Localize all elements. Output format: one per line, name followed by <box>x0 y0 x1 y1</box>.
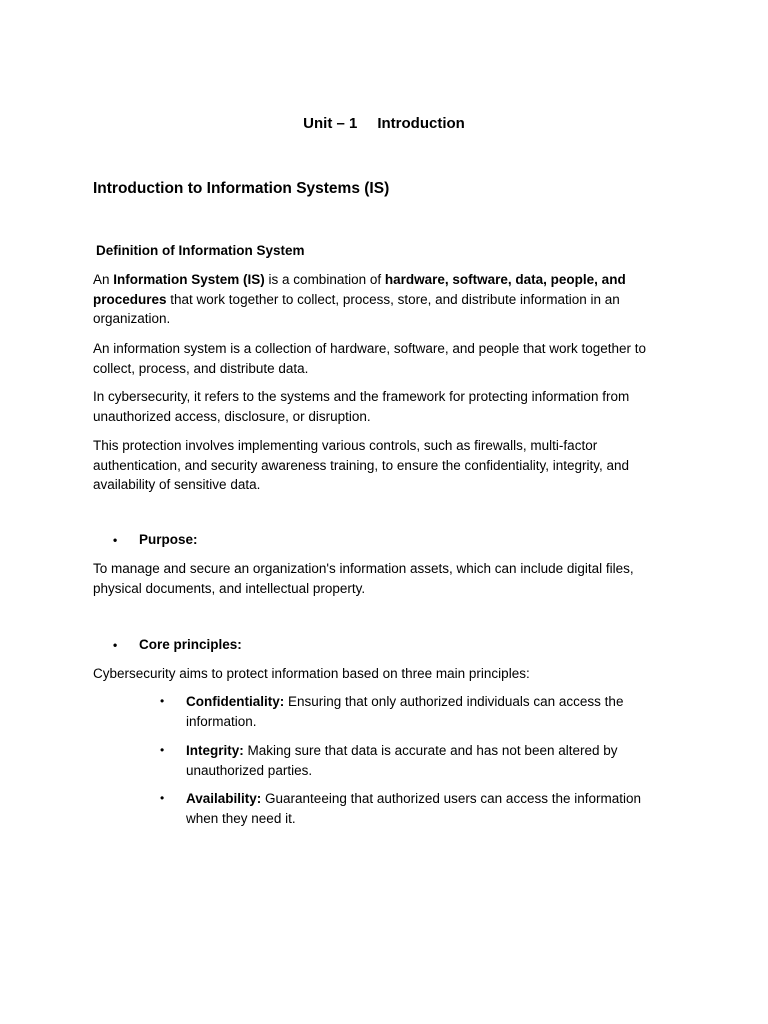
purpose-heading <box>113 530 198 550</box>
definition-heading: Definition of Information System <box>96 243 305 258</box>
principle-text <box>186 789 660 828</box>
definition-paragraph-3: In cybersecurity, it refers to the systems and the framework for protecting information from unauthorized access, disclosure, or disruption. <box>93 389 630 424</box>
text-run: is a combination of <box>264 272 385 287</box>
principle-description: Ensuring that only authorized individuals can access the information. <box>186 694 624 729</box>
unit-title <box>0 115 768 132</box>
section-title: Introduction to Information Systems (IS) <box>93 180 390 197</box>
principle-term: Availability: <box>186 791 262 806</box>
definition-paragraph-2: An information system is a collection of hardware, software, and people that work together to collect, process, and distribute data. <box>93 341 647 376</box>
definition-paragraph-1 <box>93 270 683 329</box>
principle-text <box>186 692 660 731</box>
principle-description: Making sure that data is accurate and has not been altered by unauthorized parties. <box>186 743 618 778</box>
text-run: that work together to collect, process, store, and distribute information in an organization. <box>93 291 620 326</box>
text-run: An <box>93 272 114 287</box>
principle-availability <box>160 789 660 828</box>
bullet-icon: • <box>113 638 118 652</box>
definition-paragraph-4: This protection involves implementing various controls, such as firewalls, multi-factor authentication, and security awareness training, to ensure the confidentiality, integrity, and availability of sensitive data. <box>93 438 630 492</box>
principle-term: Integrity: <box>186 743 244 758</box>
principle-integrity <box>160 741 660 780</box>
bold-term: hardware, software, data, people, and procedures <box>93 272 626 307</box>
purpose-paragraph: To manage and secure an organization's information assets, which can include digital files, physical documents, and intellectual property. <box>93 561 634 596</box>
principle-description: Guaranteeing that authorized users can access the information when they need it. <box>186 791 642 826</box>
principle-confidentiality <box>160 692 660 731</box>
bullet-icon: • <box>160 743 165 757</box>
bullet-icon: • <box>113 533 118 547</box>
core-principles-label: Core principles: <box>139 637 242 652</box>
unit-heading: Introduction <box>377 115 465 132</box>
purpose-label: Purpose: <box>139 532 198 547</box>
core-principles-heading <box>113 635 242 655</box>
principle-text <box>186 741 660 780</box>
unit-number: Unit – 1 <box>303 115 358 132</box>
bullet-icon: • <box>160 694 165 708</box>
bullet-icon: • <box>160 791 165 805</box>
bold-term: Information System (IS) <box>113 272 265 287</box>
core-principles-intro: Cybersecurity aims to protect information based on three main principles: <box>93 666 530 681</box>
principle-term: Confidentiality: <box>186 694 285 709</box>
